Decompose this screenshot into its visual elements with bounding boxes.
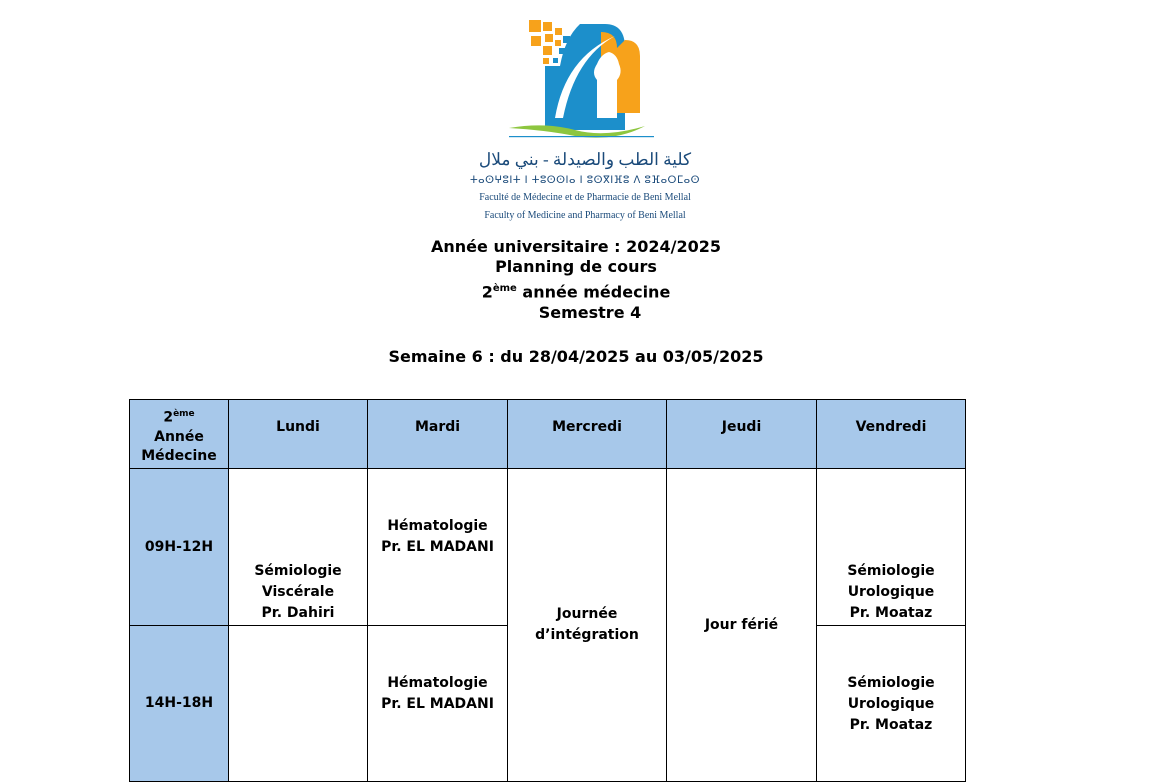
cell-lundi-morning: [229, 469, 368, 626]
slot-afternoon: 14H-18H: [130, 626, 229, 782]
cell-vendredi-morning: [817, 469, 966, 626]
level-number: 2: [481, 282, 493, 302]
course-line: d’intégration: [535, 627, 639, 643]
planning-heading: Planning de cours: [495, 257, 657, 276]
cell-jeudi: Jour férié: [667, 469, 817, 782]
course-line: Sémiologie: [847, 563, 935, 579]
day-header-jeudi: Jeudi: [667, 400, 817, 469]
day-header-lundi: Lundi: [229, 400, 368, 469]
cell-mardi-morning: [368, 469, 508, 626]
day-header-mercredi: Mercredi: [508, 400, 667, 469]
faculty-logo: [505, 18, 655, 138]
corner-line-3: Médecine: [141, 447, 217, 464]
corner-level: [130, 405, 228, 428]
logo-french-text: Faculté de Médecine et de Pharmacie de Beni Mellal: [479, 192, 691, 203]
course-line: Hématologie: [387, 675, 488, 691]
slot-morning: 09H-12H: [130, 469, 229, 626]
course-line: Pr. Moataz: [849, 605, 933, 621]
logo-tifinagh-text: ⵜⴰⵙⵖⵓⵏⵜ ⵏ ⵜⵓⵙⵙⵏⴰ ⵏ ⵓⵙⴳⵏⴼⵓ ⴷ ⵓⴼⴰⵔⵎⴰⵙ: [470, 175, 700, 186]
course-line: Pr. EL MADANI: [381, 539, 494, 555]
course-line: Pr. EL MADANI: [381, 696, 494, 712]
header-row: [130, 400, 966, 469]
cell-lundi-afternoon: [229, 626, 368, 782]
course-line: Urologique: [847, 584, 935, 600]
course-line: Sémiologie: [254, 563, 342, 579]
day-header-mardi: Mardi: [368, 400, 508, 469]
level-superscript: ème: [492, 283, 517, 294]
course-line: Hématologie: [387, 518, 488, 534]
course-line: Sémiologie: [847, 675, 935, 691]
level-rest: année médecine: [516, 282, 671, 302]
corner-superscript: ème: [173, 409, 195, 419]
course-line: Journée: [556, 606, 618, 622]
logo-english-text: Faculty of Medicine and Pharmacy of Beni Mellal: [484, 210, 686, 221]
week-heading: Semaine 6 : du 28/04/2025 au 03/05/2025: [388, 347, 764, 366]
semester-heading: Semestre 4: [538, 303, 642, 322]
cell-mardi-afternoon: [368, 626, 508, 782]
day-header-vendredi: Vendredi: [817, 400, 966, 469]
course-line: Viscérale: [261, 584, 335, 600]
corner-header: [130, 400, 229, 469]
corner-number: 2: [163, 409, 174, 426]
level-heading: [376, 279, 776, 302]
course-line: Urologique: [847, 696, 935, 712]
logo-arabic-text: كلية الطب والصيدلة - بني ملال: [478, 150, 692, 169]
corner-line-2: Année: [154, 428, 204, 445]
cell-vendredi-afternoon: [817, 626, 966, 782]
academic-year-heading: Année universitaire : 2024/2025: [431, 237, 721, 256]
cell-mercredi: [508, 469, 667, 782]
schedule-table: [129, 399, 966, 782]
course-line: Pr. Moataz: [849, 717, 933, 733]
morning-row: [130, 469, 966, 626]
course-line: Pr. Dahiri: [261, 605, 335, 621]
